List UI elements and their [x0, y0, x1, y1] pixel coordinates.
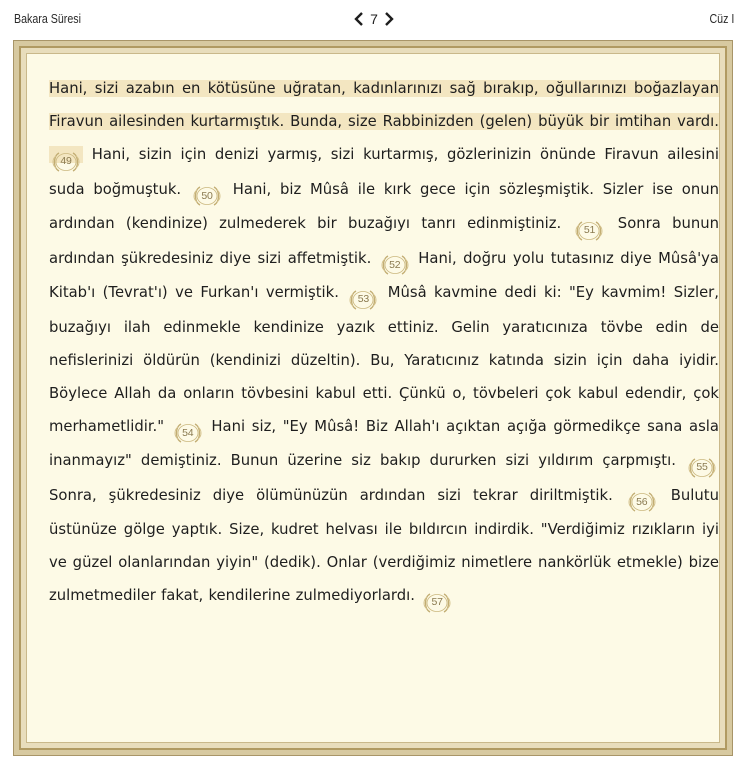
verse-text: Hani, sizin için denizi yarmış, sizi kurtarmış, gözlerinizin önünde Firavun ailesini suda boğmuştuk.	[49, 146, 719, 198]
verse-number: 56	[636, 495, 648, 508]
verse-number-marker	[421, 592, 453, 614]
verse-number: 49	[60, 155, 72, 167]
verse-number: 50	[201, 189, 213, 202]
verse-number-marker	[573, 220, 605, 242]
verse-text: Hani, sizi azabın en kötüsüne uğratan, kadınlarınızı sağ bırakıp, oğullarınızı boğazlayan Firavun ailesinden kurtarmıştık. Bunda, size Rabbinizden (gelen) büyük bir imtihan vardı.	[49, 80, 719, 130]
verse-number: 52	[389, 258, 401, 271]
verse-number-marker	[347, 289, 379, 311]
verse-text: Hani siz, "Ey Mûsâ! Biz Allah'ı açıktan açığa görmedikçe sana asla inanmayız" demiştiniz. Bunun üzerine siz bakıp dururken sizi yıldırım çarpmıştı.	[49, 417, 719, 469]
verse-number-marker	[50, 151, 82, 173]
verse-56[interactable]	[49, 486, 659, 508]
verse-text-block	[49, 72, 719, 614]
verse-text: Hani, biz Mûsâ ile kırk gece için sözleşmiştik. Sizler ise onun ardından (kendinize) zulmederek bir buzağıyı tanrı edinmiştiniz.	[49, 180, 719, 232]
juz-label: Cüz I	[709, 11, 734, 26]
verse-number: 54	[182, 426, 194, 439]
page-header	[0, 0, 750, 38]
verse-number-marker	[379, 254, 411, 276]
verse-number: 53	[357, 293, 369, 305]
verse-number: 57	[431, 596, 443, 608]
chevron-right-icon	[384, 12, 394, 26]
verse-text: Sonra bunun ardından şükredesiniz diye sizi affetmiştik.	[49, 215, 719, 267]
verse-number-marker	[191, 185, 223, 207]
page-number: 7	[370, 11, 378, 27]
verse-text: Sonra, şükredesiniz diye ölümünüzün ardından sizi tekrar diriltmiştik.	[49, 486, 613, 504]
surah-name: Bakara Süresi	[14, 11, 81, 26]
verse-54[interactable]	[49, 284, 719, 439]
page-content	[26, 53, 720, 743]
page-frame	[13, 40, 733, 756]
verse-57[interactable]	[49, 486, 719, 608]
next-page-button[interactable]	[382, 9, 396, 29]
verse-number: 51	[583, 224, 596, 236]
verse-text: Hani, doğru yolu tutasınız diye Mûsâ'ya Kitab'ı (Tevrat'ı) ve Furkan'ı vermiştik.	[49, 249, 719, 301]
verse-number-marker	[172, 422, 204, 444]
page-navigator	[352, 7, 396, 31]
verse-number: 55	[696, 461, 708, 473]
page-frame-border	[19, 46, 727, 750]
prev-page-button[interactable]	[352, 9, 366, 29]
verse-number-marker	[626, 491, 658, 513]
verse-text: Bulutu üstünüze gölge yaptık. Size, kudret helvası ile bıldırcın indirdik. "Verdiğimiz rızıkların iyi ve güzel olanlarından yiyin" (dedik). Onlar (verdiğimiz nimetlere nankörlük etmekle) bize zulmetmediler fakat, kendilerine zulmediyorlardı.	[49, 486, 719, 604]
verse-number-marker	[686, 457, 718, 479]
chevron-left-icon	[354, 12, 364, 26]
verse-text: Mûsâ kavmine dedi ki: "Ey kavmim! Sizler, buzağıyı ilah edinmekle kendinize yazık ettiniz. Gelin yaratıcınıza tövbe edin de nefislerinizi öldürün (kendinizi düzeltin). Bu, Yaratıcınız katında sizin için daha iyidir. Böylece Allah da onların tövbesini kabul etti. Çünkü o, tövbeleri çok kabul edendir, çok merhametlidir."	[49, 284, 719, 435]
